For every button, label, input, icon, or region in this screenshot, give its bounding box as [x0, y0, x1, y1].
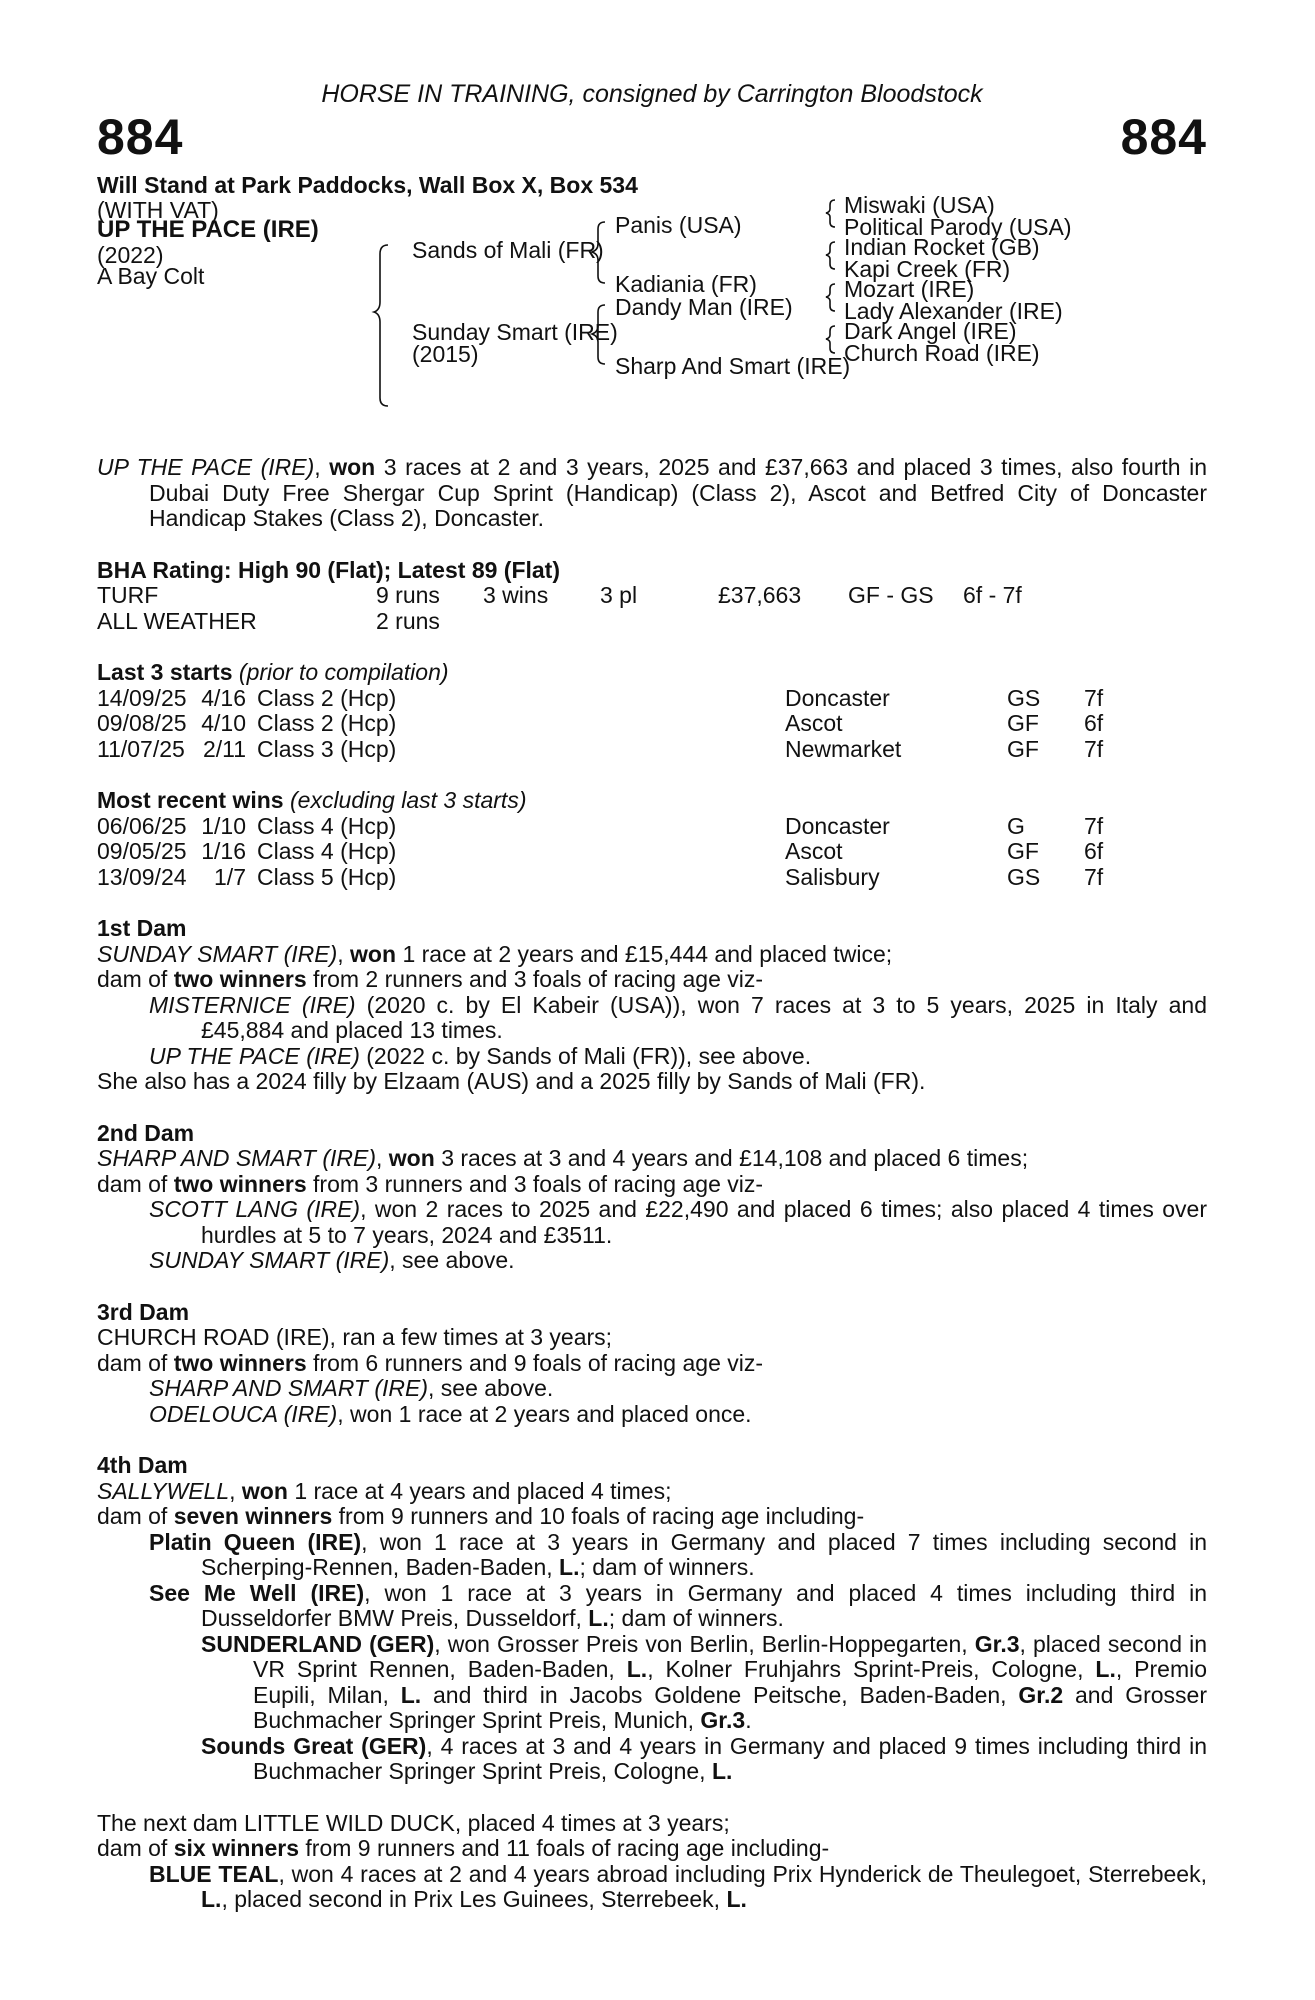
- stand-location: Will Stand at Park Paddocks, Wall Box X, Box 534: [97, 172, 638, 198]
- foaling-year: (2022): [97, 242, 164, 268]
- next-dam-line: The next dam LITTLE WILD DUCK, placed 4 times at 3 years;: [97, 1809, 730, 1836]
- vat-label: (WITH VAT): [97, 197, 219, 223]
- career-row: TURF 9 runs 3 wins 3 pl £37,663 GF - GS 6f - 7f: [97, 582, 1022, 608]
- dam-year: (2015): [412, 341, 479, 367]
- career-row: ALL WEATHER 2 runs: [97, 607, 440, 634]
- bracket-g3-4: [826, 326, 835, 353]
- content: [97, 455, 1207, 1913]
- dam2-progeny-2: SUNDAY SMART (IRE), see above.: [149, 1247, 515, 1273]
- g3-1: Miswaki (USA): [844, 192, 995, 218]
- last-starts-table: [97, 686, 1103, 763]
- g3-3: Indian Rocket (GB): [844, 234, 1040, 260]
- lot-number-right: 884: [1120, 109, 1207, 165]
- catalogue-page: [97, 0, 1207, 2000]
- next-dam-progeny-1: BLUE TEAL, won 4 races at 2 and 4 years abroad including Prix Hynderick de Theulegoet, Sterrebeek, L., placed second in Prix Les Guinees, Sterrebeek, L.: [149, 1860, 1207, 1912]
- g3-5: Mozart (IRE): [844, 276, 975, 302]
- dam1-heading: 1st Dam: [97, 915, 187, 941]
- race-row: 09/05/25 1/16 Class 4 (Hcp) Ascot GF 6f: [97, 838, 1104, 864]
- g3-4: Kapi Creek (FR): [844, 256, 1011, 282]
- sire-dam: Kadiania (FR): [615, 271, 757, 297]
- race-row: 14/09/25 4/16 Class 2 (Hcp) Doncaster GS 7f: [97, 684, 1104, 711]
- g3-7: Dark Angel (IRE): [844, 318, 1017, 344]
- dam3-line: CHURCH ROAD (IRE), ran a few times at 3 years;: [97, 1324, 613, 1350]
- sire-name: Sands of Mali (FR): [412, 237, 604, 263]
- bracket-g3-3: [826, 284, 835, 311]
- lot-number-left: 884: [97, 109, 184, 165]
- bha-rating: BHA Rating: High 90 (Flat); Latest 89 (Flat): [97, 556, 560, 583]
- dam1-footer: She also has a 2024 filly by Elzaam (AUS) and a 2025 filly by Sands of Mali (FR).: [97, 1068, 926, 1094]
- recent-wins-table: [97, 814, 1103, 891]
- sire-sire: Panis (USA): [615, 212, 742, 238]
- horse-name: UP THE PACE (IRE): [97, 216, 319, 243]
- race-summary: UP THE PACE (IRE), won 3 races at 2 and 3 years, 2025 and £37,663 and placed 3 times, also fourth in Dubai Duty Free Shergar Cup Sprint (Handicap) (Class 2), Ascot and Betfred City of Doncaster Handicap Stakes (Class 2), Doncaster.: [97, 454, 1208, 531]
- career-table: [97, 583, 1022, 634]
- dam2-progeny-1: SCOTT LANG (IRE), won 2 races to 2025 and £22,490 and placed 6 times; also placed 4 times over hurdles at 5 to 7 years, 2024 and £3511.: [149, 1196, 1207, 1248]
- race-row: 06/06/25 1/10 Class 4 (Hcp) Doncaster G 7f: [97, 812, 1104, 839]
- consignment-header: HORSE IN TRAINING, consigned by Carrington Bloodstock: [321, 80, 983, 108]
- bracket-g3-1: [826, 200, 835, 227]
- pedigree: [97, 192, 1207, 420]
- race-row: 09/08/25 4/10 Class 2 (Hcp) Ascot GF 6f: [97, 710, 1104, 736]
- dam4-heading: 4th Dam: [97, 1452, 188, 1478]
- dam3-progeny-2: ODELOUCA (IRE), won 1 race at 2 years and placed once.: [149, 1400, 752, 1427]
- race-row: 11/07/25 2/11 Class 3 (Hcp) Newmarket GF 7f: [97, 735, 1104, 762]
- dam3-heading: 3rd Dam: [97, 1298, 190, 1325]
- recent-wins-heading: Most recent wins (excluding last 3 starts): [97, 787, 527, 813]
- dam2-produce: dam of two winners from 3 runners and 3 foals of racing age viz-: [97, 1170, 764, 1197]
- dam4-produce: dam of seven winners from 9 runners and 10 foals of racing age including-: [97, 1503, 865, 1529]
- dam-sire: Dandy Man (IRE): [615, 294, 793, 320]
- horse-description: A Bay Colt: [97, 263, 205, 289]
- g3-2: Political Parody (USA): [844, 214, 1072, 240]
- dam4-grandprogeny-sounds: Sounds Great (GER), 4 races at 3 and 4 years in Germany and placed 9 times including third in Buchmacher Springer Sprint Preis, Cologne, L.: [201, 1732, 1207, 1784]
- dam3-progeny-1: SHARP AND SMART (IRE), see above.: [149, 1375, 554, 1401]
- dam-dam: Sharp And Smart (IRE): [615, 353, 851, 379]
- bracket-main: [374, 245, 388, 406]
- dam2-heading: 2nd Dam: [97, 1119, 195, 1146]
- bracket-g3-2: [826, 242, 835, 269]
- dam4-progeny-platin: Platin Queen (IRE), won 1 race at 3 years in Germany and placed 7 times including second in Scherping-Rennen, Baden-Baden, L.; dam of winners.: [149, 1528, 1207, 1580]
- dam4-line: SALLYWELL, won 1 race at 4 years and placed 4 times;: [97, 1477, 672, 1504]
- g3-8: Church Road (IRE): [844, 340, 1040, 366]
- dam1-produce: dam of two winners from 2 runners and 3 foals of racing age viz-: [97, 966, 764, 992]
- dam1-progeny-1: MISTERNICE (IRE) (2020 c. by El Kabeir (USA)), won 7 races at 3 to 5 years, 2025 in Italy and £45,884 and placed 13 times.: [149, 991, 1207, 1043]
- race-row: 13/09/24 1/7 Class 5 (Hcp) Salisbury GS 7f: [97, 863, 1104, 890]
- next-dam-produce: dam of six winners from 9 runners and 11 foals of racing age including-: [97, 1835, 830, 1861]
- g3-6: Lady Alexander (IRE): [844, 298, 1063, 324]
- dam4-progeny-seeme: See Me Well (IRE), won 1 race at 3 years in Germany and placed 4 times including third in Dusseldorfer BMW Preis, Dusseldorf, L.; dam of winners.: [149, 1579, 1207, 1631]
- dam4-grandprogeny-sunderland: SUNDERLAND (GER), won Grosser Preis von Berlin, Berlin-Hoppegarten, Gr.3, placed second in VR Sprint Rennen, Baden-Baden, L., Kolner Fruhjahrs Sprint-Preis, Cologne, L., Premio Eupili, Milan, L. and third in Jacobs Goldene Peitsche, Baden-Baden, Gr.2 and Grosser Buchmacher Springer Sprint Preis, Munich, Gr.3.: [201, 1630, 1208, 1733]
- dam3-produce: dam of two winners from 6 runners and 9 foals of racing age viz-: [97, 1349, 764, 1376]
- last-starts-heading: Last 3 starts (prior to compilation): [97, 659, 449, 685]
- dam2-line: SHARP AND SMART (IRE), won 3 races at 3 and 4 years and £14,108 and placed 6 times;: [97, 1145, 1029, 1171]
- dam1-line: SUNDAY SMART (IRE), won 1 race at 2 years and £15,444 and placed twice;: [97, 940, 893, 967]
- dam-name: Sunday Smart (IRE): [412, 319, 618, 345]
- dam1-progeny-2: UP THE PACE (IRE) (2022 c. by Sands of Mali (FR)), see above.: [149, 1042, 812, 1069]
